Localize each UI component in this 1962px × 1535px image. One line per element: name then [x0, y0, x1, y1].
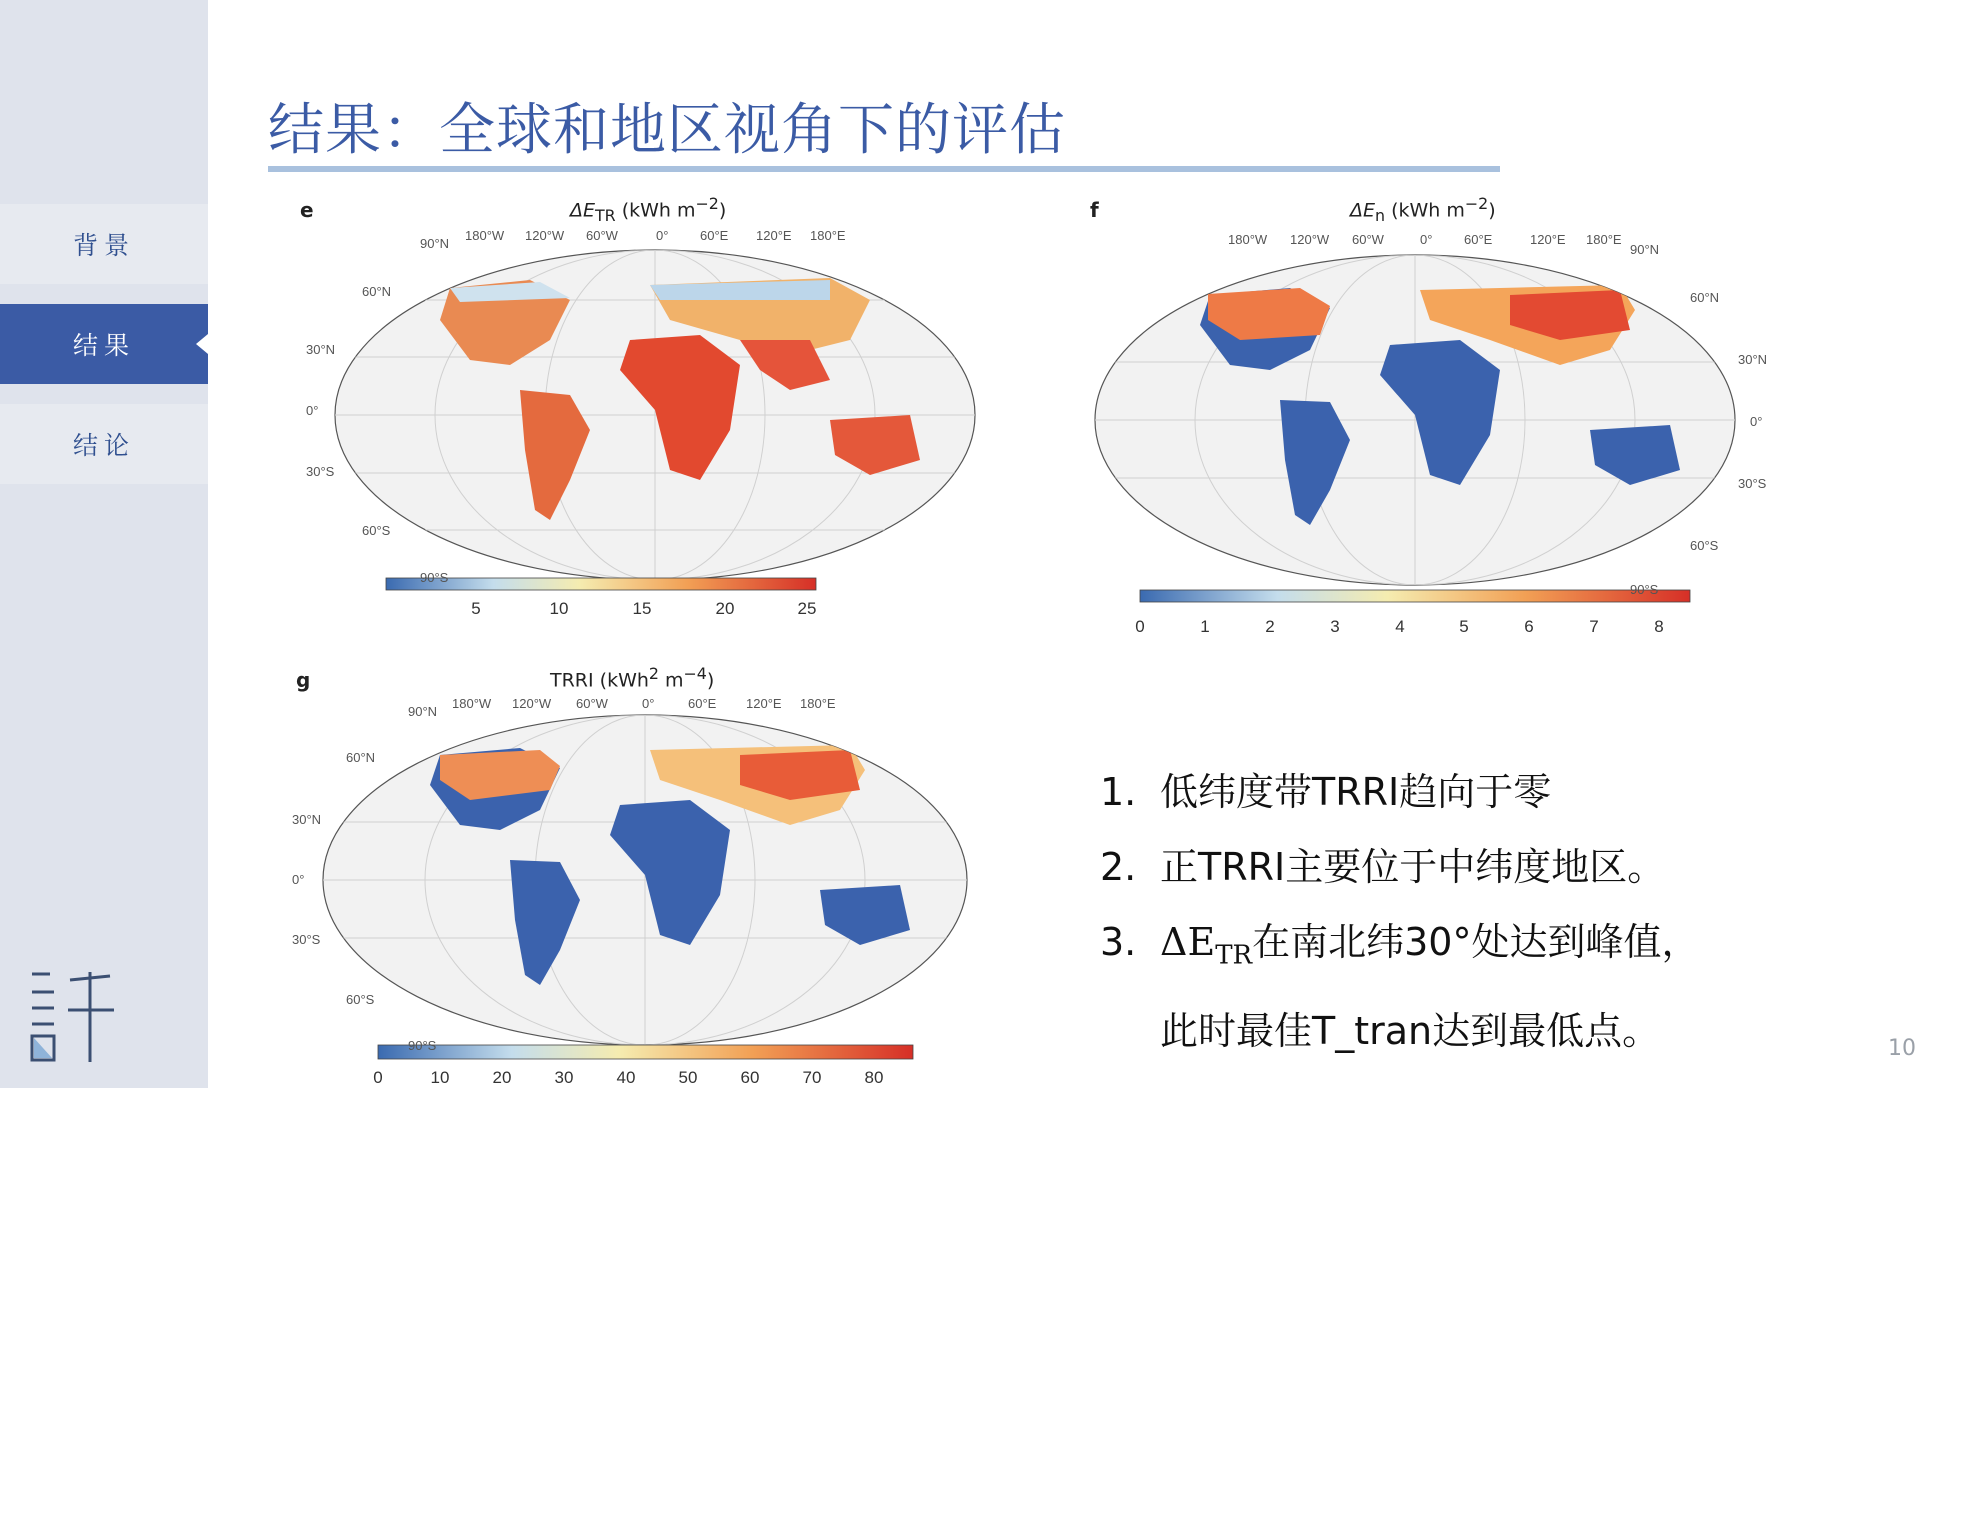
- sidebar-item-label: 结论: [72, 431, 135, 460]
- page-number: 10: [1888, 1036, 1916, 1061]
- page-title: 结果：全球和地区视角下的评估: [268, 98, 1066, 163]
- lat-label: 60°S: [362, 523, 391, 538]
- lon-label: 120°E: [756, 228, 792, 243]
- colorbar-tick: 50: [678, 1068, 698, 1087]
- lon-label: 60°W: [1352, 232, 1384, 247]
- lat-label: 60°S: [346, 992, 375, 1007]
- title-superscript: −2: [695, 194, 719, 213]
- list-text: 在南北纬30°处达到峰值，: [1252, 920, 1700, 964]
- colorbar-tick: 10: [430, 1068, 450, 1087]
- lon-label: 180°W: [1228, 232, 1268, 247]
- lat-label: 90°N: [1630, 242, 1660, 257]
- lon-label: 180°W: [452, 696, 492, 711]
- list-number: 2.: [1100, 845, 1137, 889]
- colorbar-tick: 6: [1524, 617, 1534, 636]
- logo-icon: [28, 968, 118, 1064]
- colorbar-tick: 2: [1265, 617, 1275, 636]
- title-close: ): [706, 669, 715, 692]
- colorbar-tick: 0: [373, 1068, 383, 1087]
- list-text: 正TRRI主要位于中纬度地区。: [1160, 845, 1666, 889]
- lat-label: 90°S: [420, 570, 449, 585]
- lat-label: 60°N: [362, 284, 392, 299]
- colorbar-tick: 15: [632, 599, 652, 618]
- lat-label: 30°S: [1738, 476, 1767, 491]
- panel-letter: e: [300, 198, 314, 222]
- colorbar-tick: 70: [802, 1068, 822, 1087]
- lat-label: 60°N: [1690, 290, 1720, 305]
- title-unit: m: [658, 669, 684, 692]
- colorbar-tick: 30: [554, 1068, 574, 1087]
- panel-letter: g: [296, 668, 311, 692]
- colorbar-tick: 10: [549, 599, 569, 618]
- colorbar-tick: 1: [1200, 617, 1210, 636]
- sidebar-item-conclusion[interactable]: [0, 404, 208, 484]
- colorbar-tick: 40: [616, 1068, 636, 1087]
- title-underline: [268, 166, 1500, 172]
- colorbar-tick: 5: [1459, 617, 1469, 636]
- map-panel-g: [270, 660, 990, 1120]
- lat-label: 30°N: [306, 342, 336, 357]
- colorbar-tick: 3: [1330, 617, 1340, 636]
- lon-label: 180°E: [1586, 232, 1622, 247]
- lon-label: 60°E: [700, 228, 729, 243]
- title-unit: (kWh m: [615, 199, 696, 222]
- lat-label: 90°N: [420, 236, 450, 251]
- map-f-labels: [1090, 190, 1810, 660]
- colorbar-tick: 8: [1654, 617, 1664, 636]
- lat-label: 90°N: [408, 704, 438, 719]
- title-subscript: n: [1375, 206, 1386, 226]
- colorbar-tick: 20: [492, 1068, 512, 1087]
- sidebar: [0, 0, 208, 1088]
- lon-label: 120°W: [1290, 232, 1330, 247]
- lon-label: 120°W: [525, 228, 565, 243]
- map-g-labels: [270, 660, 990, 1120]
- lon-label: 0°: [1420, 232, 1433, 247]
- lat-label: 60°N: [346, 750, 376, 765]
- list-item: [1100, 994, 1699, 1069]
- lat-label: 30°S: [292, 932, 321, 947]
- lat-label: 0°: [306, 403, 319, 418]
- list-item: [1100, 755, 1699, 830]
- lat-label: 90°S: [1630, 582, 1659, 597]
- lon-label: 180°W: [465, 228, 505, 243]
- colorbar-tick: 25: [797, 599, 817, 618]
- panel-letter: f: [1090, 198, 1099, 222]
- lon-label: 60°W: [586, 228, 618, 243]
- title-close: ): [1488, 199, 1496, 222]
- lat-label: 90°S: [408, 1038, 437, 1053]
- list-text: 此时最佳T_tran达到最低点。: [1160, 1008, 1661, 1053]
- sidebar-item-label: 结果: [72, 331, 135, 360]
- title-symbol: ΔE: [1350, 199, 1376, 222]
- sidebar-item-label: 背景: [72, 231, 135, 260]
- title-text: TRRI (kWh: [550, 669, 649, 692]
- title-superscript: 2: [648, 664, 659, 683]
- lon-label: 60°E: [688, 696, 717, 711]
- list-number: 1.: [1100, 770, 1137, 814]
- active-indicator-icon: [196, 334, 208, 354]
- lon-label: 60°W: [576, 696, 608, 711]
- list-symbol: ΔE: [1160, 920, 1216, 964]
- list-text: 低纬度带TRRI趋向于零: [1160, 770, 1552, 814]
- list-number: 3.: [1100, 920, 1137, 964]
- title-superscript: −4: [683, 664, 707, 683]
- lon-label: 60°E: [1464, 232, 1493, 247]
- colorbar-tick: 80: [864, 1068, 884, 1087]
- colorbar-tick: 20: [715, 599, 735, 618]
- lon-label: 120°W: [512, 696, 552, 711]
- title-unit: (kWh m: [1385, 199, 1465, 222]
- list-item: [1100, 905, 1699, 994]
- lat-label: 60°S: [1690, 538, 1719, 553]
- lat-label: 30°N: [1738, 352, 1768, 367]
- colorbar-tick: 7: [1589, 617, 1599, 636]
- title-close: ): [718, 199, 727, 222]
- colorbar-tick: 60: [740, 1068, 760, 1087]
- lon-label: 180°E: [810, 228, 846, 243]
- list-subscript: TR: [1215, 940, 1253, 971]
- lat-label: 0°: [292, 872, 305, 887]
- lon-label: 120°E: [1530, 232, 1566, 247]
- findings-list: [1100, 755, 1699, 1069]
- sidebar-item-results[interactable]: [0, 304, 208, 384]
- list-item: [1100, 830, 1699, 905]
- lon-label: 0°: [656, 228, 669, 243]
- lon-label: 120°E: [746, 696, 782, 711]
- lat-label: 30°N: [292, 812, 322, 827]
- title-subscript: TR: [595, 206, 616, 226]
- map-panel-f: [1090, 190, 1810, 660]
- title-symbol: ΔE: [570, 199, 596, 222]
- lat-label: 0°: [1750, 414, 1763, 429]
- colorbar-tick: 5: [471, 599, 481, 618]
- colorbar-tick: 0: [1135, 617, 1145, 636]
- map-panel-e: [270, 190, 990, 640]
- lon-label: 0°: [642, 696, 655, 711]
- colorbar-tick: 4: [1395, 617, 1405, 636]
- lon-label: 180°E: [800, 696, 836, 711]
- lat-label: 30°S: [306, 464, 335, 479]
- sidebar-item-background[interactable]: [0, 204, 208, 284]
- title-superscript: −2: [1464, 194, 1489, 213]
- map-e-labels: [270, 190, 990, 640]
